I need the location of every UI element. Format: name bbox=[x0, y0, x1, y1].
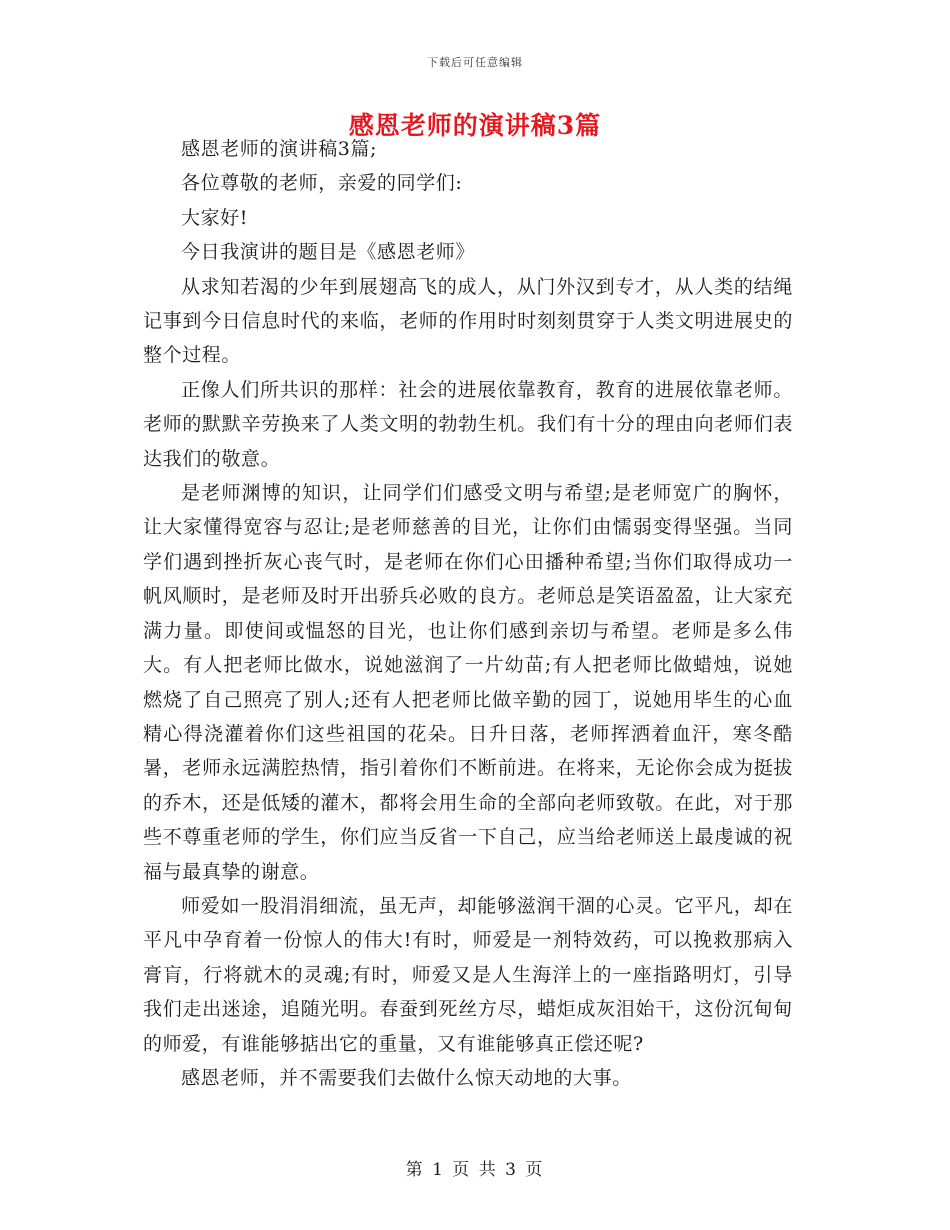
paragraph-3: 大家好! bbox=[181, 206, 249, 229]
document-title: 感恩老师的演讲稿3篇 bbox=[348, 111, 602, 140]
paragraph-8: 师爱如一股涓涓细流，虽无声，却能够滋润干涸的心灵。它平凡，却在平凡中孕育着一份惊人的伟大!有时，师爱是一剂特效药，可以挽救那病入膏肓，行将就木的灵魂;有时，师爱又是人生海洋上的一座指路明灯，引导我们走出迷途，追随光明。春蚕到死丝方尽，蜡炬成灰泪始干，这份沉甸甸的师爱，有谁能够掂出它的重量，又有谁能够真正偿还呢? bbox=[143, 894, 793, 1055]
paragraph-6: 正像人们所共识的那样：社会的进展依靠教育，教育的进展依靠老师。老师的默默辛劳换来了人类文明的勃勃生机。我们有十分的理由向老师们表达我们的敬意。 bbox=[143, 378, 793, 470]
paragraph-4: 今日我演讲的题目是《感恩老师》 bbox=[181, 241, 476, 264]
paragraph-2: 各位尊敬的老师，亲爱的同学们: bbox=[181, 172, 463, 195]
paragraph-5: 从求知若渴的少年到展翅高飞的成人，从门外汉到专才，从人类的结绳记事到今日信息时代的来临，老师的作用时时刻刻贯穿于人类文明进展史的整个过程。 bbox=[143, 275, 793, 367]
document-body bbox=[143, 132, 793, 1095]
paragraph-1: 感恩老师的演讲稿3篇; bbox=[181, 138, 378, 160]
page-number: 第 1 页 共 3 页 bbox=[405, 1160, 545, 1180]
paragraph-7: 是老师渊博的知识，让同学们们感受文明与希望;是老师宽广的胸怀，让大家懂得宽容与忍让;是老师慈善的目光，让你们由懦弱变得坚强。当同学们遇到挫折灰心丧气时，是老师在你们心田播种希望;当你们取得成功一帆风顺时，是老师及时开出骄兵必败的良方。老师总是笑语盈盈，让大家充满力量。即使间或愠怒的目光，也让你们感到亲切与希望。老师是多么伟大。有人把老师比做水，说她滋润了一片幼苗;有人把老师比做蜡烛，说她燃烧了自己照亮了别人;还有人把老师比做辛勤的园丁，说她用毕生的心血精心得浇灌着你们这些祖国的花朵。日升日落，老师挥洒着血汗，寒冬酷暑，老师永远满腔热情，指引着你们不断前进。在将来，无论你会成为挺拔的乔木，还是低矮的灌木，都将会用生命的全部向老师致敬。在此，对于那些不尊重老师的学生，你们应当反省一下自己，应当给老师送上最虔诚的祝福与最真挚的谢意。 bbox=[143, 482, 793, 883]
header-note: 下载后可任意编辑 bbox=[427, 56, 523, 69]
paragraph-9: 感恩老师，并不需要我们去做什么惊天动地的大事。 bbox=[181, 1066, 632, 1089]
